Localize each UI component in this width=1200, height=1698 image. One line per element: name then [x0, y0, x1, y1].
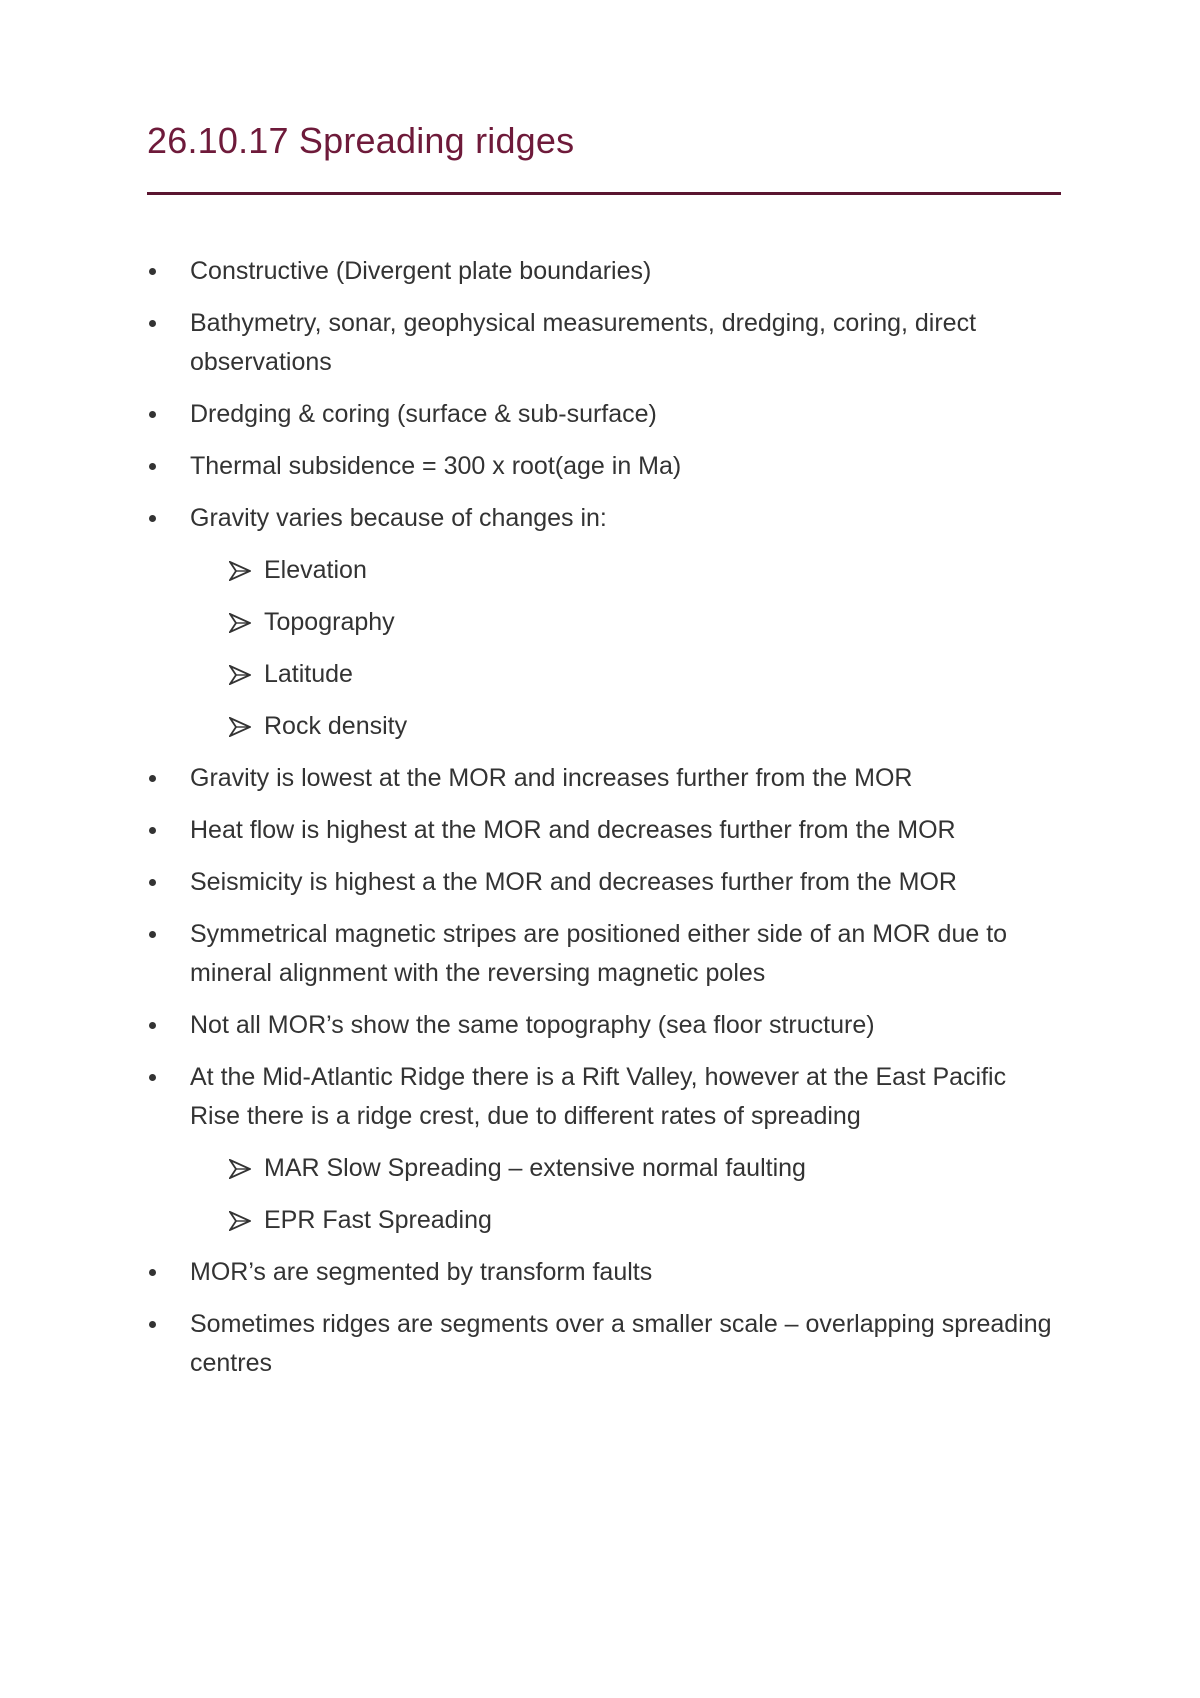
bullet-dot-icon — [149, 1022, 156, 1029]
bullet-dot-icon — [149, 411, 156, 418]
arrowhead-bullet-icon — [229, 1201, 257, 1240]
list-item — [147, 1305, 1061, 1383]
list-item-text: Latitude — [264, 660, 353, 688]
arrowhead-bullet-icon — [229, 1149, 257, 1188]
list-item — [147, 1058, 1061, 1136]
bullet-dot-icon — [149, 1321, 156, 1328]
list-item — [147, 252, 1061, 291]
bullet-dot-icon — [149, 268, 156, 275]
list-item-text: Elevation — [264, 556, 367, 584]
bullet-dot-icon — [149, 879, 156, 886]
list-item-text: Gravity is lowest at the MOR and increases further from the MOR — [190, 764, 913, 792]
arrowhead-bullet-icon — [229, 603, 257, 642]
bullet-dot-icon — [149, 1074, 156, 1081]
bullet-dot-icon — [149, 320, 156, 327]
list-item-text: Dredging & coring (surface & sub-surface) — [190, 400, 657, 428]
list-item — [147, 1006, 1061, 1045]
title-underline — [147, 192, 1061, 195]
bullet-dot-icon — [149, 775, 156, 782]
sub-list-item — [147, 655, 1061, 694]
bullet-dot-icon — [149, 827, 156, 834]
sub-list-item — [147, 603, 1061, 642]
list-item — [147, 915, 1061, 993]
list-item-text: At the Mid-Atlantic Ridge there is a Rift Valley, however at the East Pacific Rise there is a ridge crest, due to different rates of spreading — [190, 1063, 1007, 1130]
list-item — [147, 863, 1061, 902]
list-item — [147, 1253, 1061, 1292]
list-item-text: Bathymetry, sonar, geophysical measurements, dredging, coring, direct observations — [190, 309, 977, 376]
sub-list-item — [147, 1149, 1061, 1188]
list-item-text: Rock density — [264, 712, 408, 740]
list-item-text: Thermal subsidence = 300 x root(age in Ma) — [190, 452, 682, 480]
list-item-text: Seismicity is highest a the MOR and decreases further from the MOR — [190, 868, 957, 896]
sub-list-item — [147, 707, 1061, 746]
list-item — [147, 304, 1061, 382]
bullet-dot-icon — [149, 1269, 156, 1276]
sub-list-item — [147, 551, 1061, 590]
list-item — [147, 447, 1061, 486]
list-item-text: MAR Slow Spreading – extensive normal faulting — [264, 1154, 806, 1182]
sub-list-item — [147, 1201, 1061, 1240]
list-item-text: Not all MOR’s show the same topography (sea floor structure) — [190, 1011, 875, 1039]
list-item — [147, 811, 1061, 850]
bullet-list — [147, 252, 1061, 1396]
list-item-text: Topography — [264, 608, 395, 636]
list-item-text: Heat flow is highest at the MOR and decreases further from the MOR — [190, 816, 956, 844]
list-item — [147, 395, 1061, 434]
arrowhead-bullet-icon — [229, 707, 257, 746]
page-title: 26.10.17 Spreading ridges — [147, 120, 575, 161]
list-item-text: MOR’s are segmented by transform faults — [190, 1258, 653, 1286]
list-item-text: Sometimes ridges are segments over a smaller scale – overlapping spreading centres — [190, 1310, 1052, 1377]
arrowhead-bullet-icon — [229, 655, 257, 694]
list-item — [147, 759, 1061, 798]
list-item-text: Gravity varies because of changes in: — [190, 504, 607, 532]
list-item-text: Symmetrical magnetic stripes are positioned either side of an MOR due to mineral alignment with the reversing magnetic poles — [190, 920, 1008, 987]
bullet-dot-icon — [149, 515, 156, 522]
list-item-text: EPR Fast Spreading — [264, 1206, 492, 1234]
arrowhead-bullet-icon — [229, 551, 257, 590]
list-item-text: Constructive (Divergent plate boundaries) — [190, 257, 652, 285]
list-item — [147, 499, 1061, 538]
bullet-dot-icon — [149, 463, 156, 470]
bullet-dot-icon — [149, 931, 156, 938]
